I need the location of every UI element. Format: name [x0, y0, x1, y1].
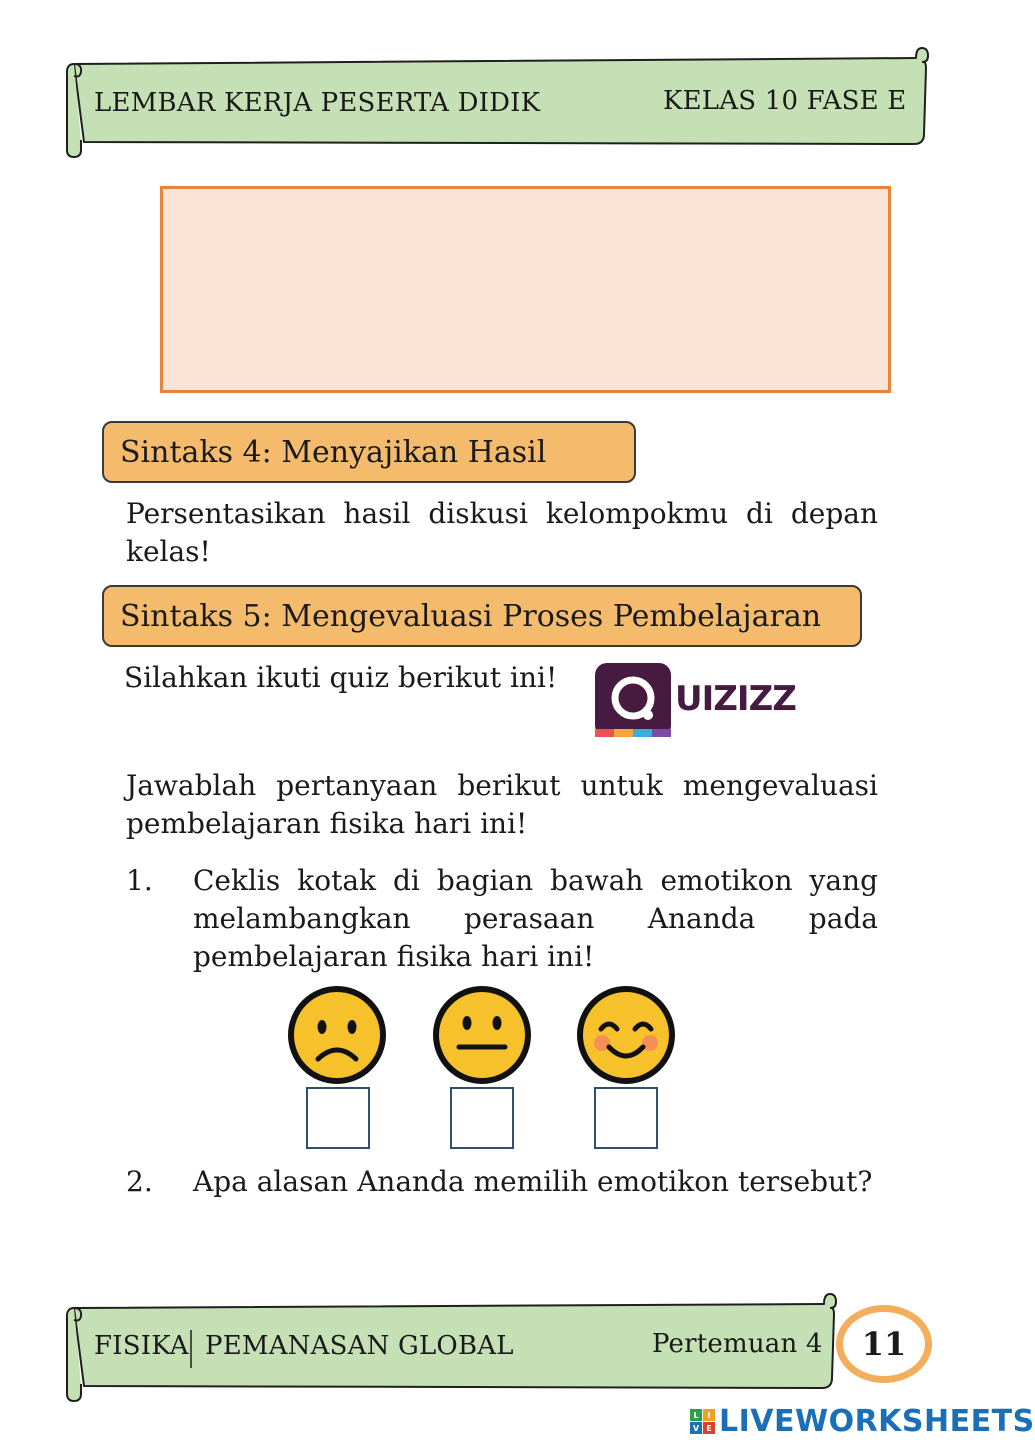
header-right-title: KELAS 10 FASE E: [663, 86, 907, 116]
quiz-prompt: Silahkan ikuti quiz berikut ini!: [124, 661, 558, 694]
answer-box[interactable]: [160, 186, 891, 393]
neutral-face-icon: [431, 985, 533, 1087]
happy-face-icon: [575, 985, 677, 1087]
question-2-text: Apa alasan Ananda memilih emotikon tersebut?: [193, 1165, 873, 1198]
liveworksheets-grid-icon: [690, 1409, 715, 1434]
question-1-line2: melambangkan perasaan Ananda pada: [193, 902, 878, 935]
quizizz-wordmark: UIZIZZ: [675, 679, 796, 719]
header-left-title: LEMBAR KERJA PESERTA DIDIK: [94, 88, 541, 118]
lw-grid-letter-2: I: [703, 1409, 715, 1421]
lw-grid-letter-4: E: [703, 1422, 715, 1434]
quizizz-q-icon: [595, 663, 671, 739]
happy-face-checkbox[interactable]: [594, 1087, 658, 1149]
quizizz-logo-link[interactable]: [595, 663, 795, 739]
question-1-line1: Ceklis kotak di bagian bawah emotikon yang: [193, 864, 878, 897]
question-1-line3: pembelajaran fisika hari ini!: [193, 940, 595, 973]
lw-grid-letter-1: L: [690, 1409, 702, 1421]
sintaks-4-heading: [102, 421, 636, 483]
evaluation-intro-line1: Jawablah pertanyaan berikut untuk mengevaluasi: [126, 769, 878, 802]
liveworksheets-wordmark: LIVEWORKSHEETS: [719, 1404, 1035, 1439]
evaluation-intro: [126, 767, 878, 843]
question-2-number: 2.: [126, 1165, 153, 1198]
footer-topic: PEMANASAN GLOBAL: [205, 1331, 514, 1361]
lw-grid-letter-3: V: [690, 1422, 702, 1434]
question-1-number: 1.: [126, 864, 153, 897]
page-number-badge: [836, 1305, 932, 1383]
page-number: 11: [861, 1325, 907, 1363]
sad-face-checkbox[interactable]: [306, 1087, 370, 1149]
sad-face-icon: [286, 985, 388, 1087]
header-scroll-banner: [0, 0, 1000, 170]
neutral-face-checkbox[interactable]: [450, 1087, 514, 1149]
evaluation-intro-line2: pembelajaran fisika hari ini!: [126, 807, 528, 840]
sintaks-4-instruction-line1: Persentasikan hasil diskusi kelompokmu di depan: [126, 497, 878, 530]
sintaks-4-instruction: [126, 495, 878, 571]
footer-subject: FISIKA: [94, 1331, 189, 1361]
sintaks-5-heading: [102, 585, 862, 647]
question-1-text: [193, 862, 878, 976]
sintaks-5-heading-text: Sintaks 5: Mengevaluasi Proses Pembelajaran: [120, 598, 822, 634]
liveworksheets-watermark: [690, 1404, 1035, 1439]
footer-meeting: Pertemuan 4: [652, 1329, 823, 1359]
sintaks-4-instruction-line2: kelas!: [126, 535, 211, 568]
sintaks-4-heading-text: Sintaks 4: Menyajikan Hasil: [120, 434, 547, 470]
